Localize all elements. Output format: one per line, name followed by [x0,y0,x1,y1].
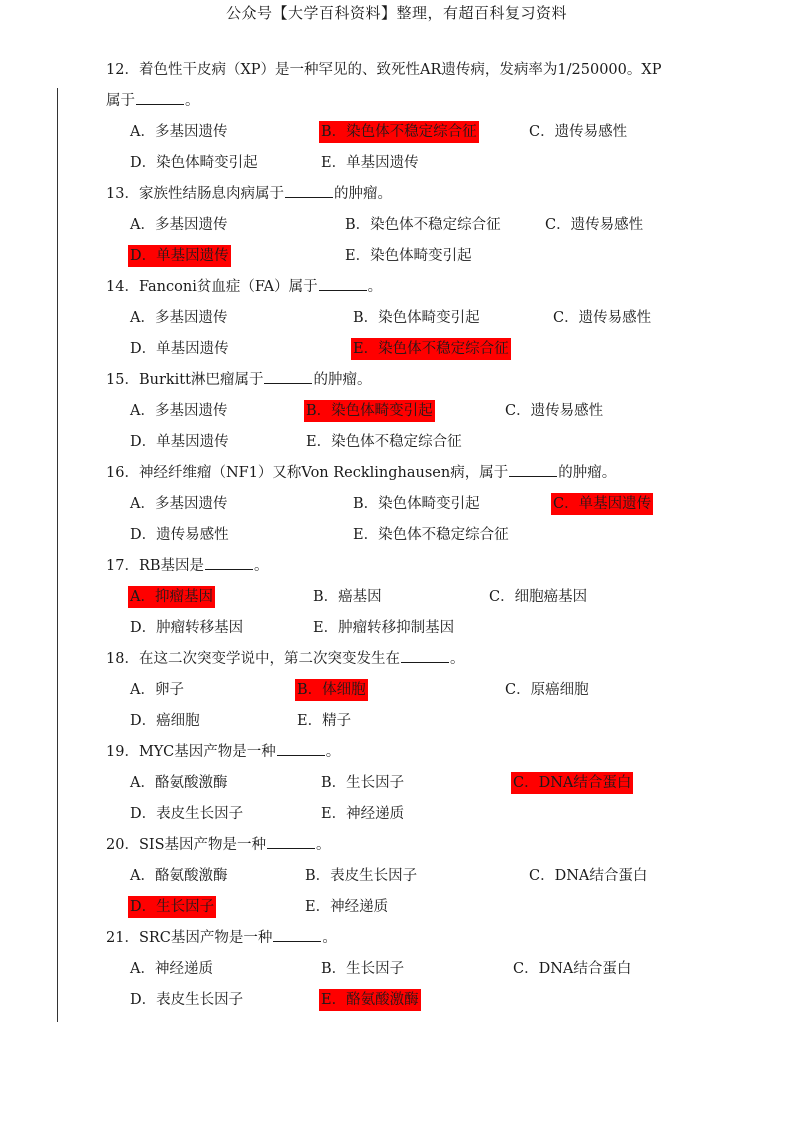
option-c[interactable]: C．遗传易感性 [553,310,652,326]
answer-blank [205,555,253,570]
answer-blank [267,834,315,849]
question-stem: 16．神经纤维瘤（NF1）又称Von Recklinghausen病，属于 的肿瘤。 [0,458,793,489]
option-b[interactable]: B．染色体不稳定综合征 [319,121,479,143]
question-15 [0,365,793,458]
option-e[interactable]: E．单基因遗传 [321,155,419,171]
option-b[interactable]: B．染色体畸变引起 [353,496,480,512]
option-a[interactable]: A．抑瘤基因 [128,586,215,608]
question-17 [0,551,793,644]
option-e[interactable]: E．神经递质 [321,806,405,822]
question-stem: 12．着色性干皮病（XP）是一种罕见的、致死性AR遗传病，发病率为1/250000。XP [106,62,662,78]
option-d[interactable]: D．单基因遗传 [128,245,231,267]
question-stem: 21．SRC基因产物是一种 。 [0,923,793,954]
option-c[interactable]: C．遗传易感性 [505,403,604,419]
option-d[interactable]: D．单基因遗传 [130,434,229,450]
option-a[interactable]: A．多基因遗传 [130,217,228,233]
option-d[interactable]: D．表皮生长因子 [130,806,244,822]
option-c[interactable]: C．原癌细胞 [505,682,589,698]
option-c[interactable]: C．遗传易感性 [529,124,628,140]
option-d[interactable]: D．肿瘤转移基因 [130,620,244,636]
answer-blank [401,648,449,663]
option-a[interactable]: A．多基因遗传 [130,496,228,512]
option-a[interactable]: A．卵子 [130,682,184,698]
answer-blank [136,90,184,105]
option-a[interactable]: A．多基因遗传 [130,124,228,140]
option-b[interactable]: B．染色体畸变引起 [304,400,435,422]
question-stem: 属于 。 [0,86,793,117]
option-d[interactable]: D．癌细胞 [130,713,200,729]
option-d[interactable]: D．单基因遗传 [130,341,229,357]
question-stem: 13．家族性结肠息肉病属于 的肿瘤。 [0,179,793,210]
page-header: 公众号【大学百科资料】整理，有超百科复习资料 [225,4,567,22]
option-e[interactable]: E．酪氨酸激酶 [319,989,421,1011]
answer-blank [264,369,312,384]
option-c[interactable]: C．单基因遗传 [551,493,653,515]
option-b[interactable]: B．生长因子 [321,961,405,977]
answer-blank [319,276,367,291]
option-d[interactable]: D．表皮生长因子 [130,992,244,1008]
question-16 [0,458,793,551]
question-13 [0,179,793,272]
option-e[interactable]: E．染色体不稳定综合征 [351,338,511,360]
option-d[interactable]: D．遗传易感性 [130,527,229,543]
option-e[interactable]: E．染色体不稳定综合征 [306,434,462,450]
question-19 [0,737,793,830]
answer-blank [509,462,557,477]
question-stem: 15．Burkitt淋巴瘤属于 的肿瘤。 [0,365,793,396]
option-b[interactable]: B．生长因子 [321,775,405,791]
option-b[interactable]: B．染色体畸变引起 [353,310,480,326]
option-c[interactable]: C．遗传易感性 [545,217,644,233]
option-b[interactable]: B．表皮生长因子 [305,868,418,884]
question-12 [0,55,793,179]
question-stem: 17．RB基因是 。 [0,551,793,582]
option-a[interactable]: A．多基因遗传 [130,310,228,326]
answer-blank [277,741,325,756]
option-c[interactable]: C．DNA结合蛋白 [529,868,648,884]
question-stem: 19．MYC基因产物是一种 。 [0,737,793,768]
option-d[interactable]: D．生长因子 [128,896,216,918]
answer-blank [285,183,333,198]
option-e[interactable]: E．肿瘤转移抑制基因 [313,620,455,636]
option-e[interactable]: E．神经递质 [305,899,389,915]
option-c[interactable]: C．DNA结合蛋白 [513,961,632,977]
option-a[interactable]: A．神经递质 [130,961,213,977]
option-a[interactable]: A．酪氨酸激酶 [130,868,228,884]
option-b[interactable]: B．体细胞 [295,679,368,701]
question-21 [0,923,793,1016]
option-d[interactable]: D．染色体畸变引起 [130,155,258,171]
question-20 [0,830,793,923]
question-stem: 20．SIS基因产物是一种 。 [0,830,793,861]
option-e[interactable]: E．染色体畸变引起 [345,248,472,264]
option-a[interactable]: A．多基因遗传 [130,403,228,419]
option-e[interactable]: E．精子 [297,713,352,729]
question-14 [0,272,793,365]
option-e[interactable]: E．染色体不稳定综合征 [353,527,509,543]
option-c[interactable]: C．DNA结合蛋白 [511,772,633,794]
option-b[interactable]: B．染色体不稳定综合征 [345,217,501,233]
question-stem: 18．在这二次突变学说中，第二次突变发生在 。 [0,644,793,675]
question-stem: 14．Fanconi贫血症（FA）属于 。 [0,272,793,303]
question-list [0,55,793,1016]
answer-blank [273,927,321,942]
option-c[interactable]: C．细胞癌基因 [489,589,588,605]
question-18 [0,644,793,737]
option-b[interactable]: B．癌基因 [313,589,382,605]
option-a[interactable]: A．酪氨酸激酶 [130,775,228,791]
